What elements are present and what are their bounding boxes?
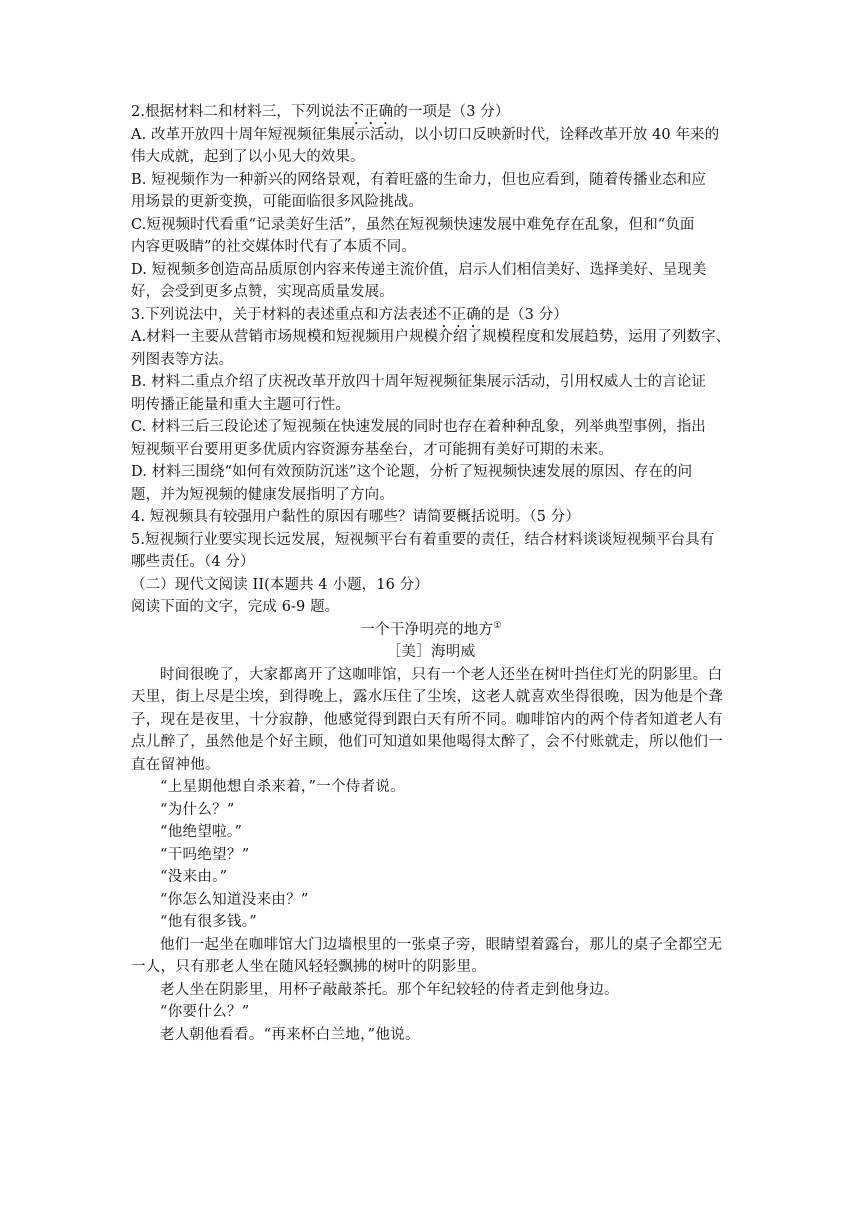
emphasis-marked-text: 不正确 bbox=[349, 104, 394, 120]
question-2-option-c-cont: 内容更吸睛”的社交媒体时代有了本质不同。 bbox=[131, 239, 416, 255]
question-3-option-b-cont: 明传播正能量和重大主题可行性。 bbox=[131, 396, 350, 413]
question-2-option-b: B. 短视频作为一种新兴的网络景观，有着旺盛的生命力，但也应看到，随着传播业态和应 bbox=[131, 171, 706, 188]
story-paragraph-line: 老人朝他看看。“再来杯白兰地，”他说。 bbox=[160, 1026, 420, 1043]
story-paragraph-line: 老人坐在阴影里，用杯子敲敲茶托。那个年纪较轻的侍者走到他身边。 bbox=[160, 981, 619, 998]
section-instruction: 阅读下面的文字，完成 6-9 题。 bbox=[131, 599, 340, 615]
question-3-option-d: D. 材料三围绕“如何有效预防沉迷”这个论题，分析了短视频快速发展的原因、存在的问 bbox=[131, 464, 693, 480]
question-2-option-a-cont: 伟大成就，起到了以小见大的效果。 bbox=[131, 149, 365, 165]
question-2-stem: 2.根据材料二和材料三，下列说法不正确的一项是（3 分） bbox=[131, 104, 510, 120]
dialogue-line: “他绝望啦。” bbox=[160, 824, 243, 840]
footnote-marker: ① bbox=[493, 620, 502, 631]
dialogue-line: “他有很多钱。” bbox=[160, 914, 257, 930]
question-3-option-d-cont: 题，并为短视频的健康发展指明了方向。 bbox=[131, 486, 394, 503]
question-3-option-c-cont: 短视频平台要用更多优质内容资源夯基垒台，才可能拥有美好可期的未来。 bbox=[131, 441, 613, 458]
exam-page bbox=[131, 101, 731, 1046]
dialogue-line: “上星期他想自杀来着，”一个侍者说。 bbox=[160, 779, 405, 795]
story-paragraph-line: 时间很晚了，大家都离开了这咖啡馆，只有一个老人还坐在树叶挡住灯光的阴影里。白 bbox=[160, 666, 723, 683]
story bbox=[131, 619, 731, 1047]
question-3-option-a: A.材料一主要从营销市场规模和短视频用户规模介绍了规模程度和发展趋势，运用了列数字、 bbox=[131, 329, 731, 345]
question-2-option-c: C.短视频时代看重“记录美好生活”，虽然在短视频快速发展中难免存在乱象，但和“负面 bbox=[131, 216, 695, 233]
story-paragraph-line: 天里，街上尽是尘埃，到得晚上，露水压住了尘埃，这老人就喜欢坐得很晚，因为他是个聋 bbox=[131, 689, 723, 705]
story-paragraph-line: 他们一起坐在咖啡馆大门边墙根里的一张桌子旁，眼睛望着露台，那儿的桌子全都空无 bbox=[160, 936, 723, 953]
story-paragraph-line: 点儿醉了，虽然他是个好主顾，他们可知道如果他喝得太醉了，会不付账就走，所以他们一 bbox=[131, 734, 723, 750]
question-2-option-a: A. 改革开放四十周年短视频征集展示活动，以小切口反映新时代，诠释改革开放 40 年来的 bbox=[131, 126, 720, 143]
question-3-stem: 3.下列说法中，关于材料的表述重点和方法表述不正确的是（3 分） bbox=[131, 306, 568, 323]
question-4: 4. 短视频具有较强用户黏性的原因有哪些？请简要概括说明。（5 分） bbox=[131, 509, 580, 525]
question-5-cont: 哪些责任。（4 分） bbox=[131, 554, 255, 570]
question-3-option-c: C. 材料三后三段论述了短视频在快速发展的同时也存在着种种乱象，列举典型事例，指出 bbox=[131, 419, 706, 435]
question-5: 5.短视频行业要实现长远发展，短视频平台有着重要的责任，结合材料谈谈短视频平台具有 bbox=[131, 531, 715, 548]
dialogue-line: “你怎么知道没来由？” bbox=[160, 891, 309, 908]
emphasis-marked-text: 不正确 bbox=[437, 306, 481, 323]
story-paragraph-line: 子，现在是夜里，十分寂静，他感觉得到跟白天有所不同。咖啡馆内的两个侍者知道老人有 bbox=[131, 711, 723, 728]
dialogue-line: “你要什么？” bbox=[160, 1004, 250, 1020]
story-paragraph-line: 一人，只有那老人坐在随风轻轻飘拂的树叶的阴影里。 bbox=[131, 959, 487, 975]
dialogue-line: “没来由。” bbox=[160, 869, 228, 885]
story-paragraph-line: 直在留神他。 bbox=[131, 756, 220, 773]
story-title: 一个干净明亮的地方① bbox=[360, 620, 502, 638]
dialogue-line: “为什么？” bbox=[160, 801, 235, 818]
question-2-option-b-cont: 用场景的更新变换，可能面临很多风险挑战。 bbox=[131, 194, 423, 210]
question-3-option-b: B. 材料二重点介绍了庆祝改革开放四十周年短视频征集展示活动，引用权威人士的言论证 bbox=[131, 374, 706, 390]
question-2-option-d-cont: 好，会受到更多点赞，实现高质量发展。 bbox=[131, 284, 394, 300]
story-author: ［美］海明威 bbox=[386, 644, 476, 660]
dialogue-line: “干吗绝望？” bbox=[160, 846, 250, 863]
question-2-option-d: D. 短视频多创造高品质原创内容来传递主流价值，启示人们相信美好、选择美好、呈现美 bbox=[131, 261, 707, 278]
section-heading: （二）现代文阅读 II(本题共 4 小题，16 分） bbox=[131, 576, 429, 593]
question-3-option-a-cont: 列图表等方法。 bbox=[131, 351, 234, 368]
